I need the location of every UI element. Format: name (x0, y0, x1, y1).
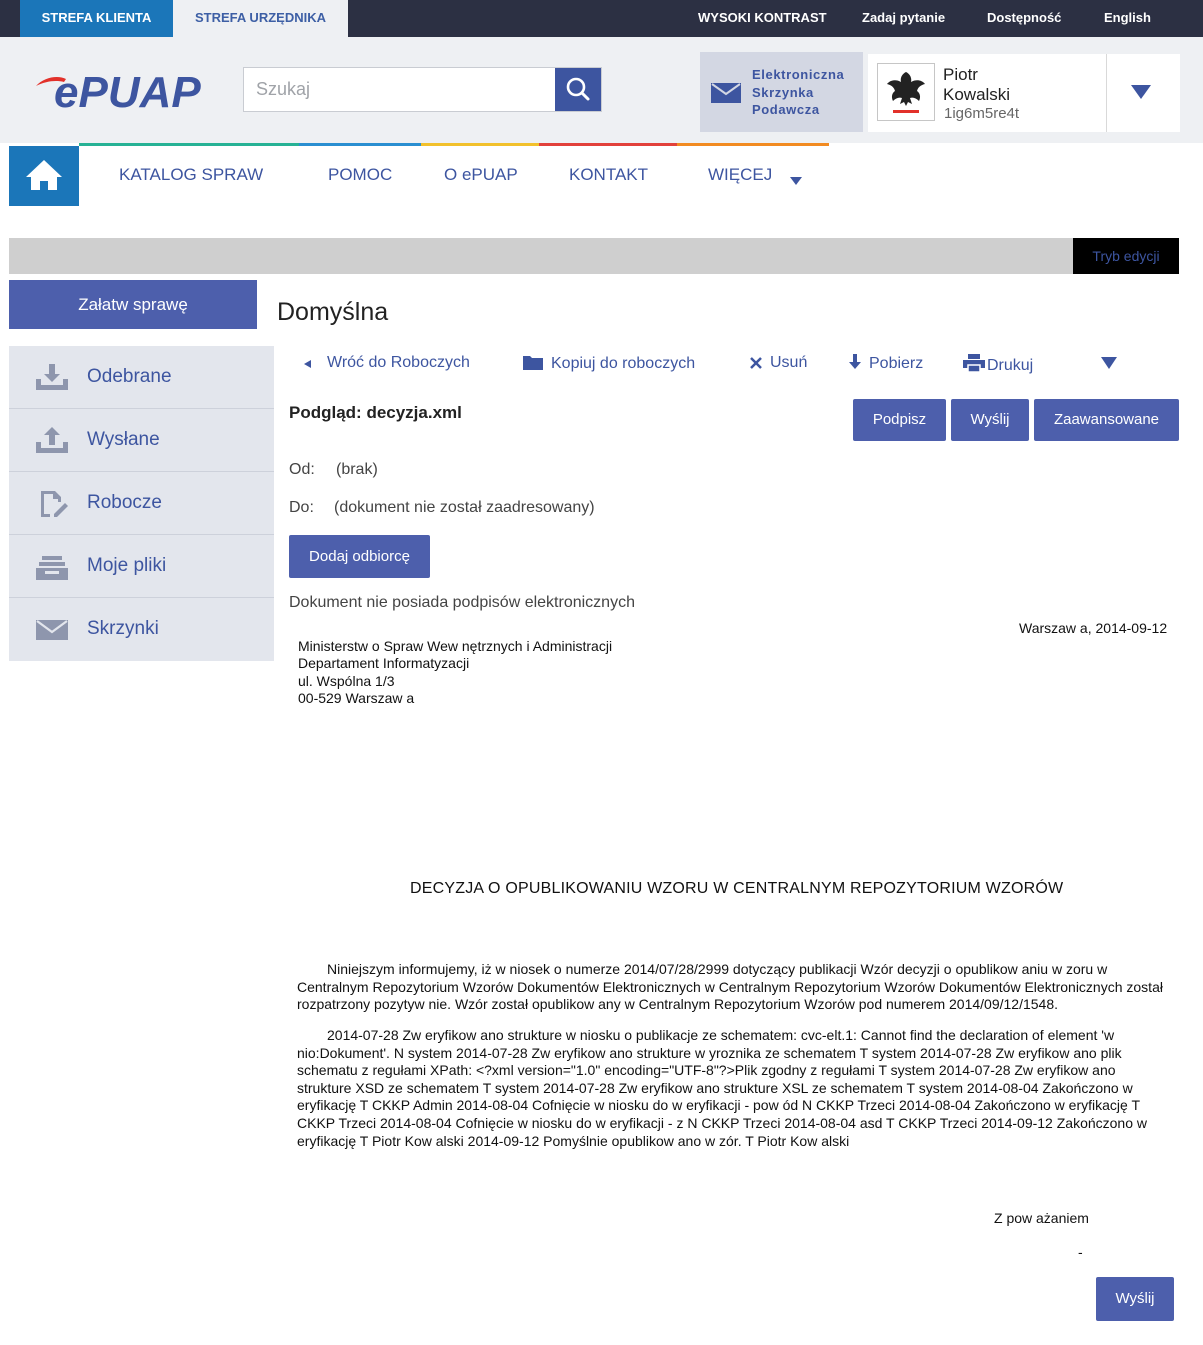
more-actions-toggle[interactable] (1101, 356, 1117, 374)
edit-mode-button[interactable]: Tryb edycji (1073, 238, 1179, 274)
sidebar-item-label: Wysłane (87, 429, 160, 450)
add-recipient-button[interactable]: Dodaj odbiorcę (289, 535, 430, 578)
zone-client-tab[interactable]: STREFA KLIENTA (20, 0, 173, 37)
color-stripe-green (79, 143, 299, 146)
user-first-name: Piotr (943, 65, 978, 84)
nav-wiecej[interactable]: WIĘCEJ (708, 165, 773, 184)
esp-label (752, 66, 844, 119)
to-value: (dokument nie został zaadresowany) (334, 499, 595, 516)
delete-action-label: Usuń (770, 354, 808, 371)
sidebar-item-skrzynki[interactable] (9, 598, 274, 661)
from-value: (brak) (336, 461, 378, 478)
nav-o-epuap[interactable]: O ePUAP (444, 165, 518, 184)
copy-to-drafts-action[interactable] (523, 354, 695, 373)
outbox-upload-icon (35, 427, 69, 455)
ask-question-link[interactable]: Zadaj pytanie (862, 10, 946, 25)
print-action[interactable] (963, 354, 1033, 375)
document-paragraph: 2014-07-28 Zw eryfikow ano strukture w niosku o publikacje ze schematem: cvc-elt.1: Cannot find the declaration of element 'w nio:Dokument'. N system 2014-07-28 Zw eryfikow ano strukture w yroznika ze schematem T system 2014-07-28 Zw eryfikow ano plik schematu z regułami XPath: <?xml version="1.0" encoding="UTF-8"?>Plik zgodny z regułami T system 2014-07-28 Zw eryfikow ano strukture XSD ze schematem T system 2014-07-28 Zw eryfikow ano strukture XSL ze schematem T system 2014-08-04 Zakończono w eryfikację T CKKP Admin 2014-08-04 Cofnięcie w niosku do w eryfikacji - pow ód N CKKP Trzeci 2014-08-04 Zakończono w eryfikację T CKKP Trzeci 2014-08-04 Cofnięcie w niosku do w eryfikacji - z N CKKP Trzeci 2014-08-04 asd T CKKP Trzeci 2014-09-12 Zakończono w eryfikację T Piotr Kow alski 2014-09-12 Pomyślnie opublikow ano w zór. T Piotr Kow alski (297, 1027, 1148, 1149)
document-signature-dash: - (1078, 1244, 1083, 1260)
top-bar (0, 0, 1203, 37)
user-id: 1ig6m5re4t (944, 105, 1020, 122)
epuap-logo[interactable] (34, 69, 214, 113)
envelope-icon (35, 616, 69, 644)
nav-katalog-spraw[interactable]: KATALOG SPRAW (119, 165, 264, 184)
delete-action[interactable] (750, 354, 807, 372)
esp-label-line3: Podawcza (752, 102, 820, 117)
high-contrast-link[interactable]: WYSOKI KONTRAST (698, 10, 827, 25)
sidebar-item-moje-pliki[interactable] (9, 535, 274, 598)
epuap-inbox-button[interactable] (700, 52, 863, 132)
caret-down-icon (790, 177, 802, 185)
sidebar-item-wyslane[interactable] (9, 409, 274, 472)
sidebar-menu (9, 346, 274, 661)
esp-label-line2: Skrzynka (752, 84, 814, 100)
search-input[interactable] (244, 68, 554, 111)
arrow-left-icon (303, 359, 313, 369)
draft-edit-icon (35, 490, 69, 518)
inbox-download-icon (35, 364, 69, 392)
address-line: Ministerstw o Spraw Wew nętrznych i Administracji (298, 638, 613, 654)
chevron-down-icon (1101, 357, 1117, 369)
address-line: 00-529 Warszaw a (298, 690, 415, 706)
preview-title: Podgląd: decyzja.xml (289, 403, 462, 422)
search-button[interactable] (555, 68, 601, 111)
search-box (243, 67, 602, 112)
document-heading: DECYZJA O OPUBLIKOWANIU WZORU W CENTRALNYM REPOZYTORIUM WZORÓW (410, 880, 1064, 897)
language-link[interactable]: English (1104, 10, 1151, 25)
user-menu-toggle[interactable] (1131, 85, 1151, 104)
color-stripe-orange (677, 143, 829, 146)
polish-eagle-emblem (878, 64, 934, 120)
home-icon (9, 146, 79, 206)
nav-kontakt[interactable]: KONTAKT (569, 165, 649, 184)
send-button[interactable]: Wyślij (951, 399, 1029, 441)
emblem-icon (877, 63, 935, 121)
user-last-name: Kowalski (943, 85, 1011, 104)
header (0, 37, 1203, 143)
address-line: Departament Informatyzacji (298, 655, 470, 671)
handle-case-button[interactable]: Załatw sprawę (9, 280, 257, 329)
close-icon (750, 357, 762, 369)
print-action-label: Drukuj (987, 357, 1034, 374)
zone-official-tab[interactable]: STREFA URZĘDNIKA (173, 0, 348, 37)
no-signatures-notice: Dokument nie posiada podpisów elektronicznych (289, 594, 635, 611)
page-title: Domyślna (277, 298, 389, 326)
send-bottom-button[interactable]: Wyślij (1096, 1277, 1174, 1321)
user-panel (868, 54, 1180, 132)
sidebar-item-label: Moje pliki (87, 555, 167, 576)
epuap-logo-graphic (34, 69, 214, 113)
copy-action-label: Kopiuj do roboczych (551, 355, 696, 372)
document-date: Warszaw a, 2014-09-12 (1019, 620, 1168, 636)
files-tray-icon (35, 553, 69, 581)
nav-more-caret-icon[interactable] (790, 172, 802, 190)
chevron-down-icon (1131, 85, 1151, 99)
sidebar-item-odebrane[interactable] (9, 346, 274, 409)
sign-button[interactable]: Podpisz (853, 399, 946, 441)
download-action[interactable] (849, 354, 923, 373)
color-stripe-red (539, 143, 677, 146)
sidebar-item-label: Odebrane (87, 366, 172, 387)
color-stripe-blue (299, 143, 421, 146)
document-signoff: Z pow ażaniem (994, 1210, 1089, 1226)
accessibility-link[interactable]: Dostępność (987, 10, 1062, 25)
breadcrumb-bar (9, 238, 1179, 274)
svg-text:ePUAP: ePUAP (54, 69, 201, 113)
sidebar-item-robocze[interactable] (9, 472, 274, 535)
advanced-button[interactable]: Zaawansowane (1034, 399, 1179, 441)
from-label: Od: (289, 461, 315, 478)
envelope-icon (711, 83, 741, 103)
home-button[interactable] (9, 146, 79, 206)
esp-label-line1: Elektroniczna (752, 67, 845, 82)
nav-pomoc[interactable]: POMOC (328, 165, 393, 184)
user-divider (1106, 54, 1107, 132)
color-stripe-yellow (421, 143, 539, 146)
sidebar-item-label: Skrzynki (87, 618, 159, 639)
search-icon (555, 68, 601, 111)
download-action-label: Pobierz (869, 355, 924, 372)
sidebar-item-label: Robocze (87, 492, 162, 513)
document-paragraph: Niniejszym informujemy, iż w niosek o numerze 2014/07/28/2999 dotyczący publikacji Wzór decyzji o opublikow aniu w zoru w Centralnym Repozytorium Wzorów Dokumentów Elektronicznych w Centralnym Repozytorium Wzorów Dokumentów Elektronicznych został rozpatrzony pozytyw nie. Wzór został opublikow any w Centralnym Repozytorium Wzorów pod numerem 2014/09/12/1548. (297, 961, 1163, 1013)
printer-icon (963, 354, 985, 372)
back-action-label: Wróć do Roboczych (327, 354, 470, 371)
back-to-drafts-action[interactable] (303, 354, 470, 372)
address-line: ul. Wspólna 1/3 (298, 673, 395, 689)
to-label: Do: (289, 499, 314, 516)
folder-icon (523, 354, 543, 370)
download-arrow-icon (849, 354, 861, 370)
